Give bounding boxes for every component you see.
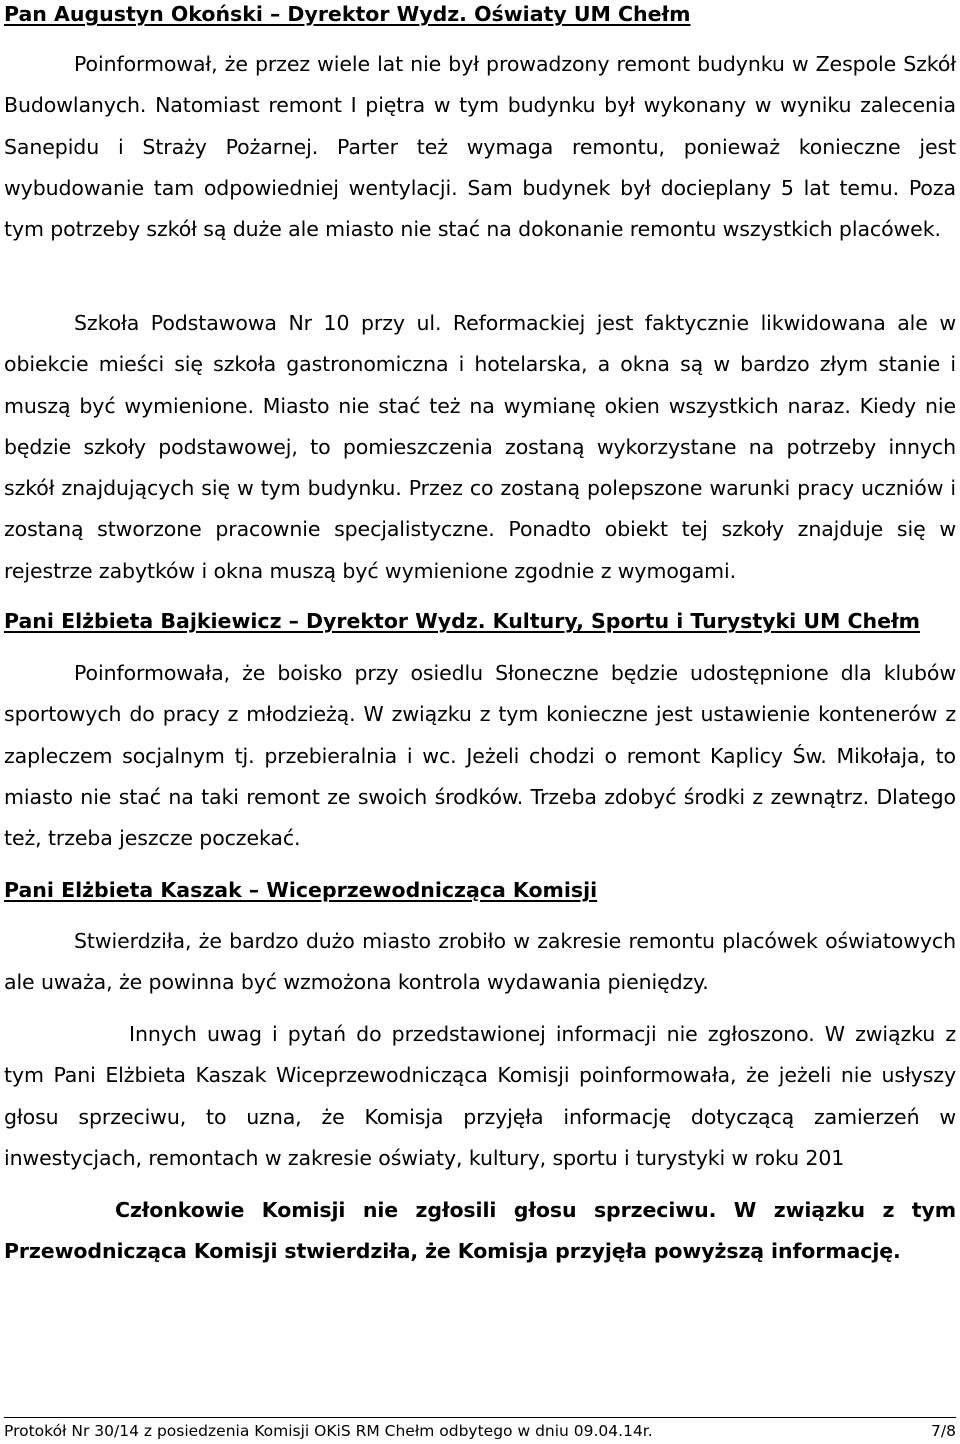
- paragraph-kaszak-2: Innych uwag i pytań do przedstawionej informacji nie zgłoszono. W związku z tym Pani Elżbieta Kaszak Wiceprzewodnicząca Komisji poinformowała, że jeżeli nie usłyszy głosu sprzeciwu, to uzna, że Komisja przyjęła informację dotyczącą zamierzeń w inwestycjach, remontach w zakresie oświaty, kultury, sportu i turystyki w roku 201: [4, 1022, 956, 1170]
- speaker-heading-bajkiewicz: Pani Elżbieta Bajkiewicz – Dyrektor Wydz. Kultury, Sportu i Turystyki UM Chełm: [4, 609, 921, 633]
- paragraph-okonski-1: Poinformował, że przez wiele lat nie był prowadzony remont budynku w Zespole Szkół Budowlanych. Natomiast remont I piętra w tym budynku był wykonany w wyniku zalecenia Sanepidu i Straży Pożarnej. Parter też wymaga remontu, ponieważ konieczne jest wybudowanie tam odpowiedniej wentylacji. Sam budynek był docieplany 5 lat temu. Poza tym potrzeby szkół są duże ale miasto nie stać na dokonanie remontu wszystkich placówek.: [4, 52, 956, 242]
- paragraph-bajkiewicz-1: Poinformowała, że boisko przy osiedlu Słoneczne będzie udostępnione dla klubów sportowych do pracy z młodzieżą. W związku z tym konieczne jest ustawienie kontenerów z zapleczem socjalnym tj. przebieralnia i wc. Jeżeli chodzi o remont Kaplicy Św. Mikołaja, to miasto nie stać na taki remont ze swoich środków. Trzeba zdobyć środki z zewnątrz. Dlatego też, trzeba jeszcze poczekać.: [4, 661, 956, 851]
- footer-protocol-text: Protokół Nr 30/14 z posiedzenia Komisji OKiS RM Chełm odbytego w dniu 09.04.14r.: [4, 1422, 653, 1440]
- page-footer: [4, 1417, 956, 1440]
- paragraph-conclusion: Członkowie Komisji nie zgłosili głosu sprzeciwu. W związku z tym Przewodnicząca Komisji stwierdziła, że Komisja przyjęła powyższą informację.: [4, 1198, 956, 1264]
- paragraph-okonski-2: Szkoła Podstawowa Nr 10 przy ul. Reformackiej jest faktycznie likwidowana ale w obiekcie mieści się szkoła gastronomiczna i hotelarska, a okna są w bardzo złym stanie i muszą być wymienione. Miasto nie stać też na wymianę okien wszystkich naraz. Kiedy nie będzie szkoły podstawowej, to pomieszczenia zostaną wykorzystane na potrzeby innych szkół znajdujących się w tym budynku. Przez co zostaną polepszone warunki pracy uczniów i zostaną stworzone pracownie specjalistyczne. Ponadto obiekt tej szkoły znajduje się w rejestrze zabytków i okna muszą być wymienione zgodnie z wymogami.: [4, 311, 956, 583]
- document-page: [4, 0, 956, 1444]
- paragraph-kaszak-1: Stwierdziła, że bardzo dużo miasto zrobiło w zakresie remontu placówek oświatowych ale uważa, że powinna być wzmożona kontrola wydawania pieniędzy.: [4, 929, 956, 995]
- speaker-heading-kaszak: Pani Elżbieta Kaszak – Wiceprzewodnicząca Komisji: [4, 878, 598, 902]
- footer-page-number: 7/8: [931, 1422, 956, 1440]
- speaker-heading-okonski: Pan Augustyn Okoński – Dyrektor Wydz. Oświaty UM Chełm: [4, 2, 691, 26]
